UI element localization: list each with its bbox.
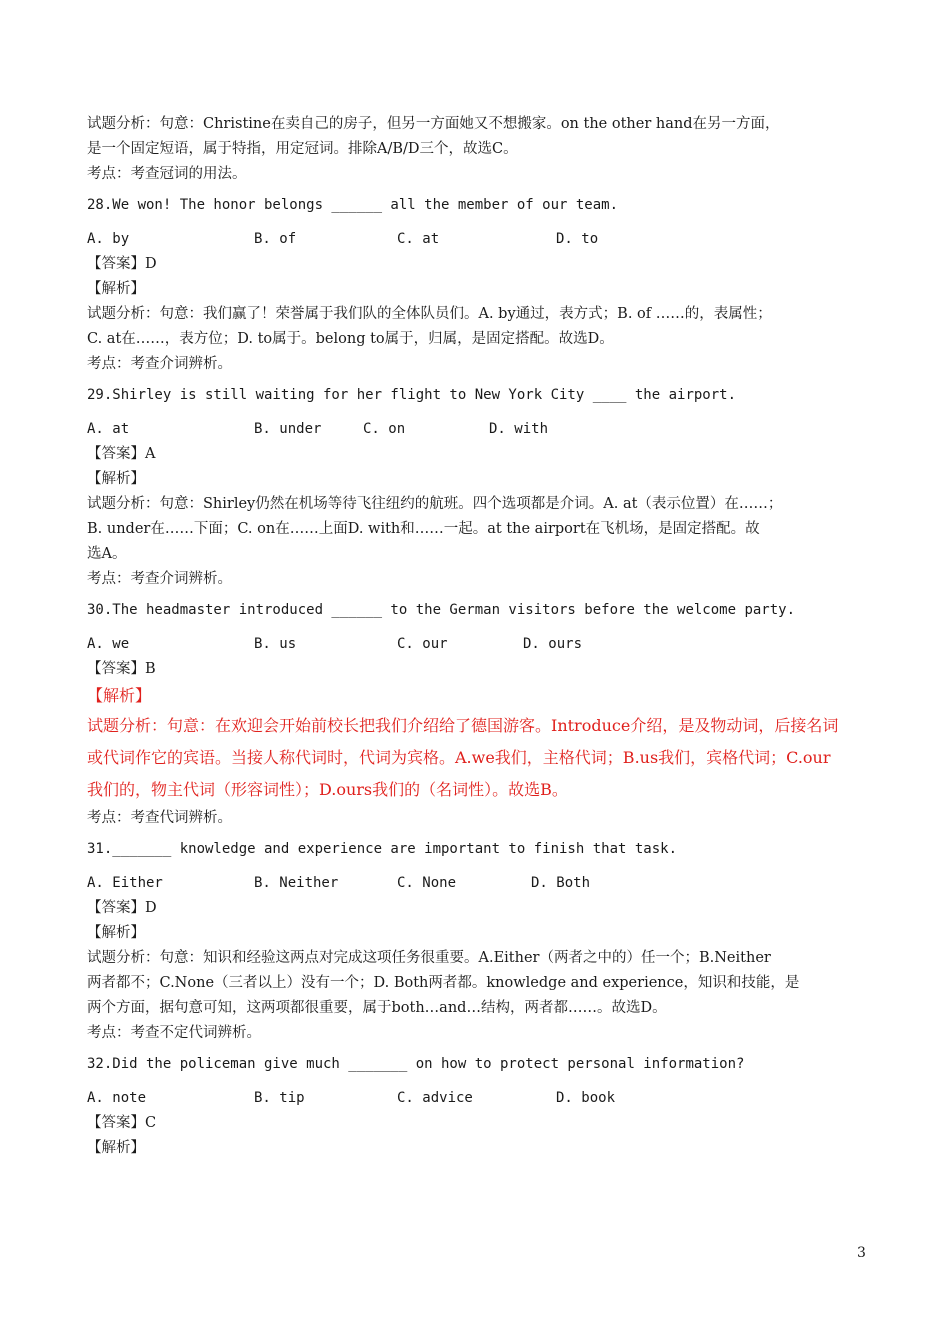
analysis-title: 【解析】 <box>87 686 152 705</box>
analysis-line: C. at在……，表方位；D. to属于。belong to属于，归属，是固定搭配。故选D。 <box>87 331 614 347</box>
option-c: C. on <box>363 421 406 437</box>
option-b: B. tip <box>254 1090 305 1106</box>
question-text: 28.We won! The honor belongs ______ all the member of our team. <box>87 197 619 213</box>
exam-point: 考点：考查代词辨析。 <box>87 810 232 826</box>
analysis-line: 两个方面，据句意可知，这两项都很重要，属于both…and…结构，两者都……。故选D。 <box>87 1000 667 1016</box>
option-a: A. Either <box>87 875 163 891</box>
answer: 【答案】A <box>87 446 156 462</box>
option-d: D. with <box>489 421 549 437</box>
option-c: C. advice <box>397 1090 473 1106</box>
question-31 <box>87 837 877 1046</box>
options-row <box>87 871 877 896</box>
page-number: 3 <box>857 1245 866 1261</box>
option-a: A. note <box>87 1090 147 1106</box>
analysis-line: B. under在……下面；C. on在……上面D. with和……一起。at the airport在飞机场，是固定搭配。故 <box>87 521 760 537</box>
analysis-line: 试题分析：句意：我们赢了！荣誉属于我们队的全体队员们。A. by通过，表方式；B. of ……的，表属性； <box>87 306 772 322</box>
option-d: D. ours <box>523 636 583 652</box>
option-d: D. book <box>556 1090 616 1106</box>
option-b: B. of <box>254 231 297 247</box>
question-text: 29.Shirley is still waiting for her flight to New York City ____ the airport. <box>87 387 737 403</box>
answer: 【答案】B <box>87 661 156 677</box>
analysis-title: 【解析】 <box>87 471 145 487</box>
question-28 <box>87 193 877 377</box>
option-a: A. at <box>87 421 130 437</box>
analysis-line: 试题分析：句意：知识和经验这两点对完成这项任务很重要。A.Either（两者之中的）任一个；B.Neither <box>87 950 771 966</box>
option-c: C. at <box>397 231 440 247</box>
option-d: D. to <box>556 231 599 247</box>
answer: 【答案】C <box>87 1115 157 1131</box>
analysis-line: 是一个固定短语，属于特指，用定冠词。排除A/B/D三个，故选C。 <box>87 141 518 157</box>
analysis-line: 选A。 <box>87 546 127 562</box>
option-b: B. us <box>254 636 297 652</box>
analysis-line: 或代词作它的宾语。当接人称代词时，代词为宾格。A.we我们，主格代词；B.us我们，宾格代词；C.our <box>87 748 831 767</box>
question-text: 30.The headmaster introduced ______ to the German visitors before the welcome party. <box>87 602 796 618</box>
option-a: A. we <box>87 636 130 652</box>
option-c: C. our <box>397 636 448 652</box>
question-29 <box>87 383 877 592</box>
options-row <box>87 632 877 657</box>
analysis-title: 【解析】 <box>87 925 145 941</box>
analysis-line: 试题分析：句意：Christine在卖自己的房子，但另一方面她又不想搬家。on the other hand在另一方面， <box>87 116 780 132</box>
question-text: 32.Did the policeman give much _______ on how to protect personal information? <box>87 1056 745 1072</box>
answer: 【答案】D <box>87 256 157 272</box>
question-30 <box>87 598 877 831</box>
option-b: B. under <box>254 421 322 437</box>
page-content <box>87 112 877 1161</box>
option-d: D. Both <box>531 875 591 891</box>
analysis-title: 【解析】 <box>87 281 145 297</box>
analysis-line: 试题分析：句意：Shirley仍然在机场等待飞往纽约的航班。四个选项都是介词。A. at（表示位置）在……； <box>87 496 783 512</box>
question-text: 31._______ knowledge and experience are important to finish that task. <box>87 841 678 857</box>
options-row <box>87 1086 877 1111</box>
exam-point: 考点：考查介词辨析。 <box>87 356 232 372</box>
analysis-line: 我们的，物主代词（形容词性）；D.ours我们的（名词性）。故选B。 <box>87 780 568 799</box>
exam-point: 考点：考查介词辨析。 <box>87 571 232 587</box>
exam-point: 考点：考查不定代词辨析。 <box>87 1025 261 1041</box>
question-32 <box>87 1052 877 1161</box>
exam-point: 考点：考查冠词的用法。 <box>87 166 247 182</box>
analysis-line: 两者都不；C.None（三者以上）没有一个；D. Both两者都。knowledge and experience，知识和技能，是 <box>87 975 800 991</box>
analysis-line: 试题分析：句意：在欢迎会开始前校长把我们介绍给了德国游客。Introduce介绍，是及物动词，后接名词 <box>87 716 839 735</box>
option-b: B. Neither <box>254 875 339 891</box>
option-a: A. by <box>87 231 130 247</box>
answer: 【答案】D <box>87 900 157 916</box>
options-row <box>87 417 877 442</box>
analysis-block-27 <box>87 112 877 187</box>
options-row <box>87 227 877 252</box>
option-c: C. None <box>397 875 457 891</box>
analysis-title: 【解析】 <box>87 1140 145 1156</box>
